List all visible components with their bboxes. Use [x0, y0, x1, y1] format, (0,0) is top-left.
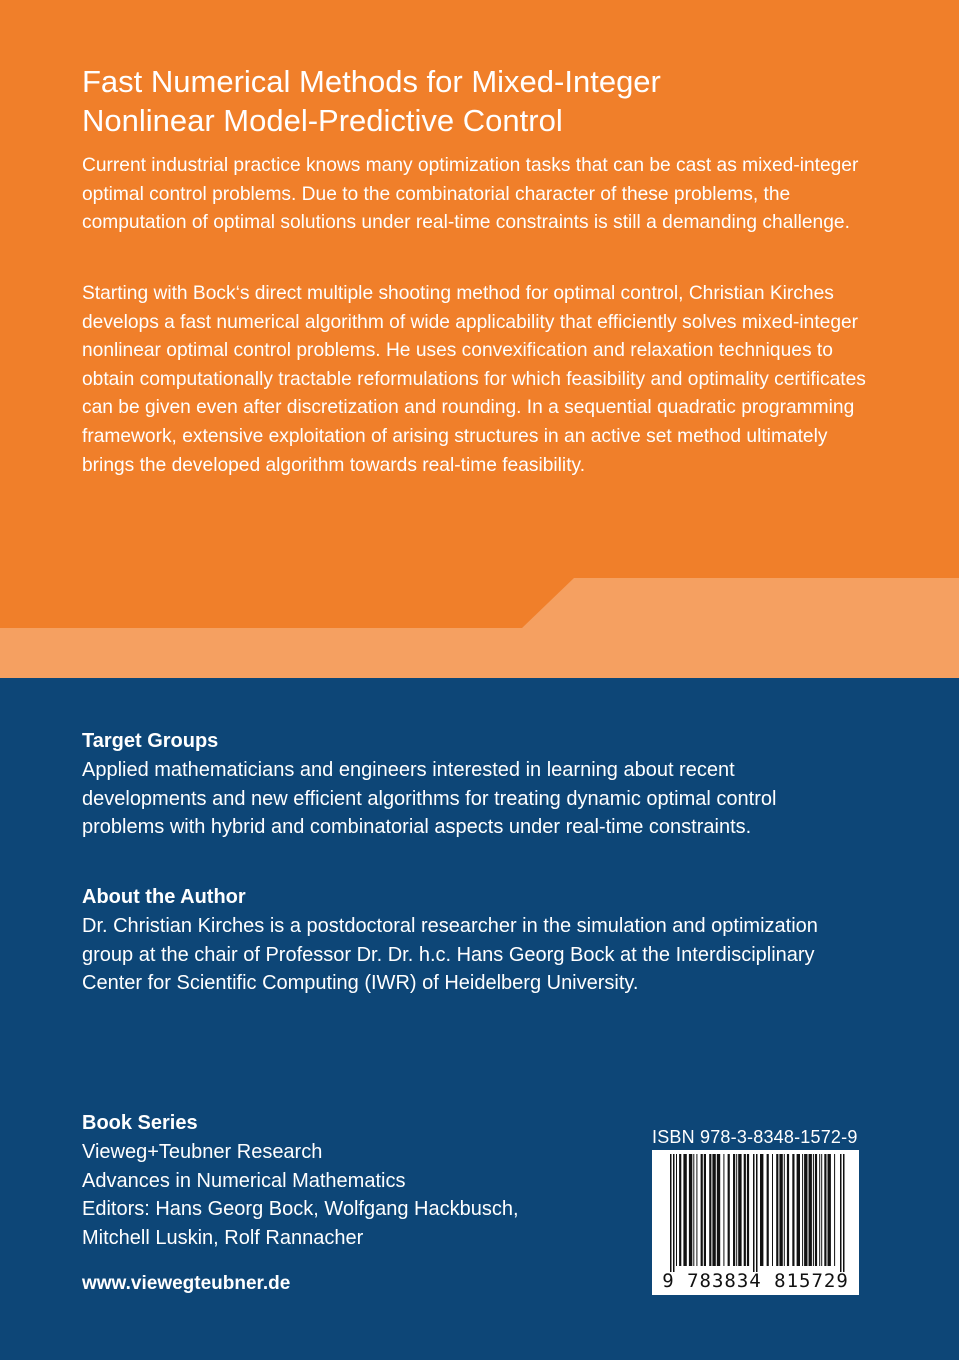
- barcode-bar: [753, 1154, 755, 1272]
- book-title: [82, 62, 902, 140]
- barcode-bar: [824, 1154, 826, 1266]
- barcode-bar: [767, 1154, 769, 1266]
- barcode-bar: [840, 1154, 842, 1272]
- publisher-website-link[interactable]: www.viewegteubner.de: [82, 1273, 291, 1294]
- barcode-bar: [843, 1154, 845, 1272]
- barcode-bar: [784, 1154, 785, 1266]
- barcode-bar: [744, 1154, 746, 1266]
- barcode-bar: [804, 1154, 807, 1266]
- barcode-bar: [736, 1154, 737, 1266]
- barcode-bar: [738, 1154, 741, 1266]
- barcode-bar: [712, 1154, 715, 1266]
- barcode-bar: [819, 1154, 820, 1266]
- barcode-bar: [733, 1154, 735, 1266]
- barcode-bar: [673, 1154, 675, 1272]
- barcode-bar: [704, 1154, 706, 1266]
- barcode-number: 9 783834 815729: [662, 1270, 849, 1292]
- description-paragraph-2: Starting with Bock‘s direct multiple shooting method for optimal control, Christian Kirches develops a fast numerical algorithm of wide applicability that efficiently solves mixed-integer nonlinear optimal control problems. He uses convexification and relaxation techniques to obtain computationally tractable reformulations for which feasibility and optimality certificates can be given even after discretization and rounding. In a sequential quadratic programming framework, extensive exploitation of arising structures in an active set method ultimately brings the developed algorithm towards real-time feasibility.: [82, 283, 866, 476]
- book-series-line: Mitchell Luskin, Rolf Rannacher: [82, 1226, 364, 1249]
- barcode-bar: [747, 1154, 749, 1266]
- target-groups-heading: Target Groups: [82, 730, 219, 752]
- book-series-heading: Book Series: [82, 1112, 198, 1134]
- barcode-bar: [779, 1154, 782, 1266]
- book-series-line: Advances in Numerical Mathematics: [82, 1169, 406, 1192]
- barcode-bar: [679, 1154, 681, 1266]
- book-series-line: Vieweg+Teubner Research: [82, 1141, 323, 1163]
- target-groups-text: Applied mathematicians and engineers interested in learning about recent developments and new efficient algorithms for treating dynamic optimal control problems with hybrid and combinatorial aspects under real-time constraints.: [82, 759, 777, 839]
- barcode-bar: [787, 1154, 789, 1266]
- barcode-bar: [776, 1154, 778, 1266]
- barcode-bar: [809, 1154, 812, 1266]
- barcode-bar: [689, 1154, 692, 1266]
- barcode-bar: [760, 1154, 763, 1266]
- barcode-bar: [802, 1154, 803, 1266]
- title-line-1: Fast Numerical Methods for Mixed-Integer: [82, 64, 661, 99]
- barcode-bar: [723, 1154, 724, 1266]
- about-author-heading: About the Author: [82, 886, 246, 908]
- about-author-text: Dr. Christian Kirches is a postdoctoral researcher in the simulation and optimization group at the chair of Professor Dr. Dr. h.c. Hans Georg Bock at the Interdisciplinary Center for Scientific Computing (IWR) of Heidelberg University.: [82, 915, 818, 995]
- barcode-bar: [834, 1154, 835, 1266]
- book-series-line: Editors: Hans Georg Bock, Wolfgang Hackbusch,: [82, 1198, 519, 1221]
- barcode-bar: [815, 1154, 817, 1266]
- barcode-bar: [696, 1154, 697, 1266]
- barcode-bar: [821, 1154, 822, 1266]
- barcode-bar: [676, 1154, 677, 1266]
- isbn-label: ISBN 978-3-8348-1572-9: [652, 1127, 858, 1147]
- barcode-bar: [683, 1154, 686, 1266]
- barcode-bar: [772, 1154, 773, 1266]
- book-series-list: [82, 1138, 519, 1252]
- description-paragraph-1: Current industrial practice knows many optimization tasks that can be cast as mixed-integer optimal control problems. Due to the combinatorial character of these problems, the computation of optimal solutions under real-time constraints is still a demanding challenge.: [82, 155, 859, 234]
- barcode-bar: [756, 1154, 758, 1272]
- barcode-bar: [828, 1154, 831, 1266]
- barcode-bar: [728, 1154, 730, 1266]
- barcode-bar: [717, 1154, 720, 1266]
- barcode-bar: [792, 1154, 794, 1266]
- barcode-bar: [670, 1154, 672, 1272]
- barcode-bar: [693, 1154, 694, 1266]
- barcode-bar: [797, 1154, 800, 1266]
- barcode-bar: [701, 1154, 703, 1266]
- title-line-2: Nonlinear Model-Predictive Control: [82, 103, 563, 138]
- barcode: [652, 1150, 859, 1295]
- barcode-bar: [709, 1154, 711, 1266]
- barcode-bar: [813, 1154, 814, 1266]
